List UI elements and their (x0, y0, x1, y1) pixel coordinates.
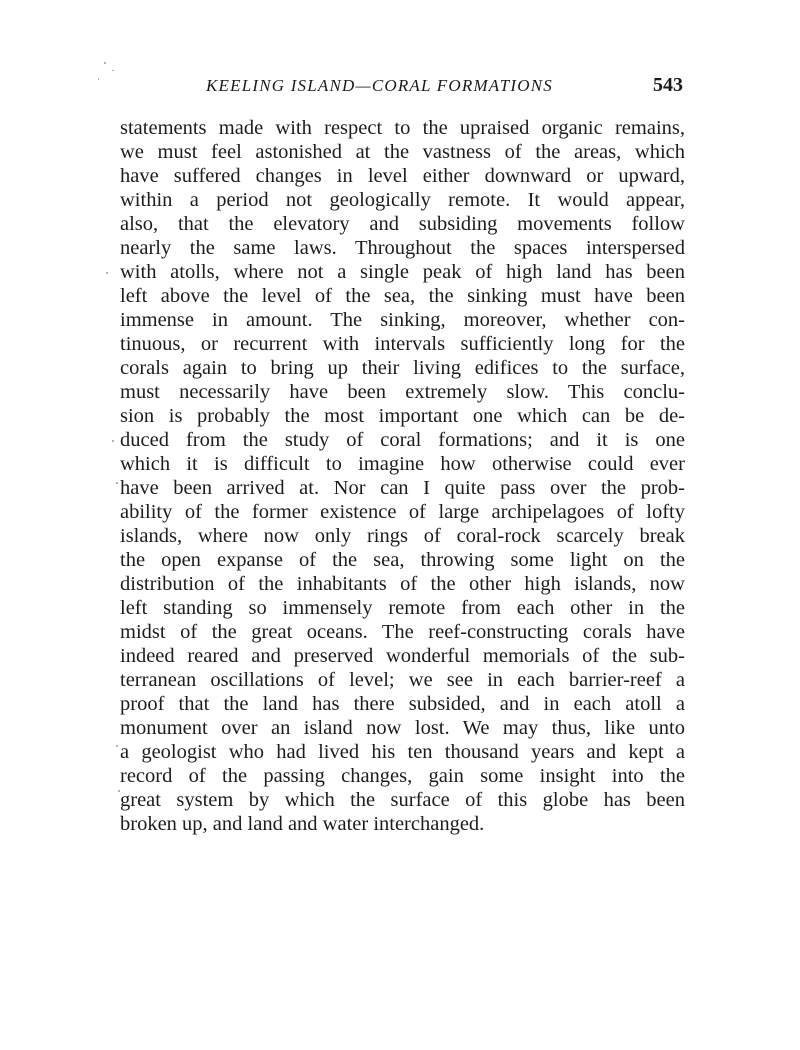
text-line: left above the level of the sea, the sinking must have been (120, 285, 685, 307)
text-line: proof that the land has there subsided, and in each atoll a (120, 693, 685, 715)
scan-speck (98, 78, 99, 80)
text-line: we must feel astonished at the vastness of the areas, which (120, 141, 685, 163)
text-line: tinuous, or recurrent with intervals sufficiently long for the (120, 333, 685, 355)
text-line: great system by which the surface of this globe has been (120, 789, 685, 811)
text-line: monument over an island now lost. We may thus, like unto (120, 717, 685, 739)
text-line: indeed reared and preserved wonderful memorials of the sub- (120, 645, 685, 667)
running-title: KEELING ISLAND—CORAL FORMATIONS (206, 76, 553, 95)
scan-speck (116, 745, 118, 747)
text-line: record of the passing changes, gain some insight into the (120, 765, 685, 787)
text-line: sion is probably the most important one which can be de- (120, 405, 685, 427)
scan-speck (116, 482, 118, 484)
text-line: within a period not geologically remote. It would appear, (120, 189, 685, 211)
text-line: corals again to bring up their living edifices to the surface, (120, 357, 685, 379)
text-line: duced from the study of coral formations; and it is one (120, 429, 685, 451)
text-line: have suffered changes in level either downward or upward, (120, 165, 685, 187)
scan-speck (104, 62, 106, 64)
text-line: statements made with respect to the upraised organic remains, (120, 117, 685, 139)
scan-speck (106, 272, 108, 274)
text-line: with atolls, where not a single peak of high land has been (120, 261, 685, 283)
text-line: must necessarily have been extremely slow. This conclu- (120, 381, 685, 403)
text-line: have been arrived at. Nor can I quite pass over the prob- (120, 477, 685, 499)
page-number: 543 (653, 74, 683, 96)
text-line: midst of the great oceans. The reef-constructing corals have (120, 621, 685, 643)
text-line: islands, where now only rings of coral-rock scarcely break (120, 525, 685, 547)
text-line: nearly the same laws. Throughout the spaces interspersed (120, 237, 685, 259)
body-paragraph (120, 116, 685, 836)
text-line: immense in amount. The sinking, moreover, whether con- (120, 309, 685, 331)
text-line: left standing so immensely remote from each other in the (120, 597, 685, 619)
text-line: distribution of the inhabitants of the other high islands, now (120, 573, 685, 595)
scan-speck (112, 70, 114, 71)
text-line: also, that the elevatory and subsiding movements follow (120, 213, 685, 235)
text-line: terranean oscillations of level; we see in each barrier-reef a (120, 669, 685, 691)
text-line: which it is difficult to imagine how otherwise could ever (120, 453, 685, 475)
scan-speck (112, 440, 114, 442)
running-head (118, 76, 683, 104)
text-line: ability of the former existence of large archipelagoes of lofty (120, 501, 685, 523)
text-line: a geologist who had lived his ten thousand years and kept a (120, 741, 685, 763)
text-line: broken up, and land and water interchanged. (120, 813, 485, 835)
text-line: the open expanse of the sea, throwing some light on the (120, 549, 685, 571)
